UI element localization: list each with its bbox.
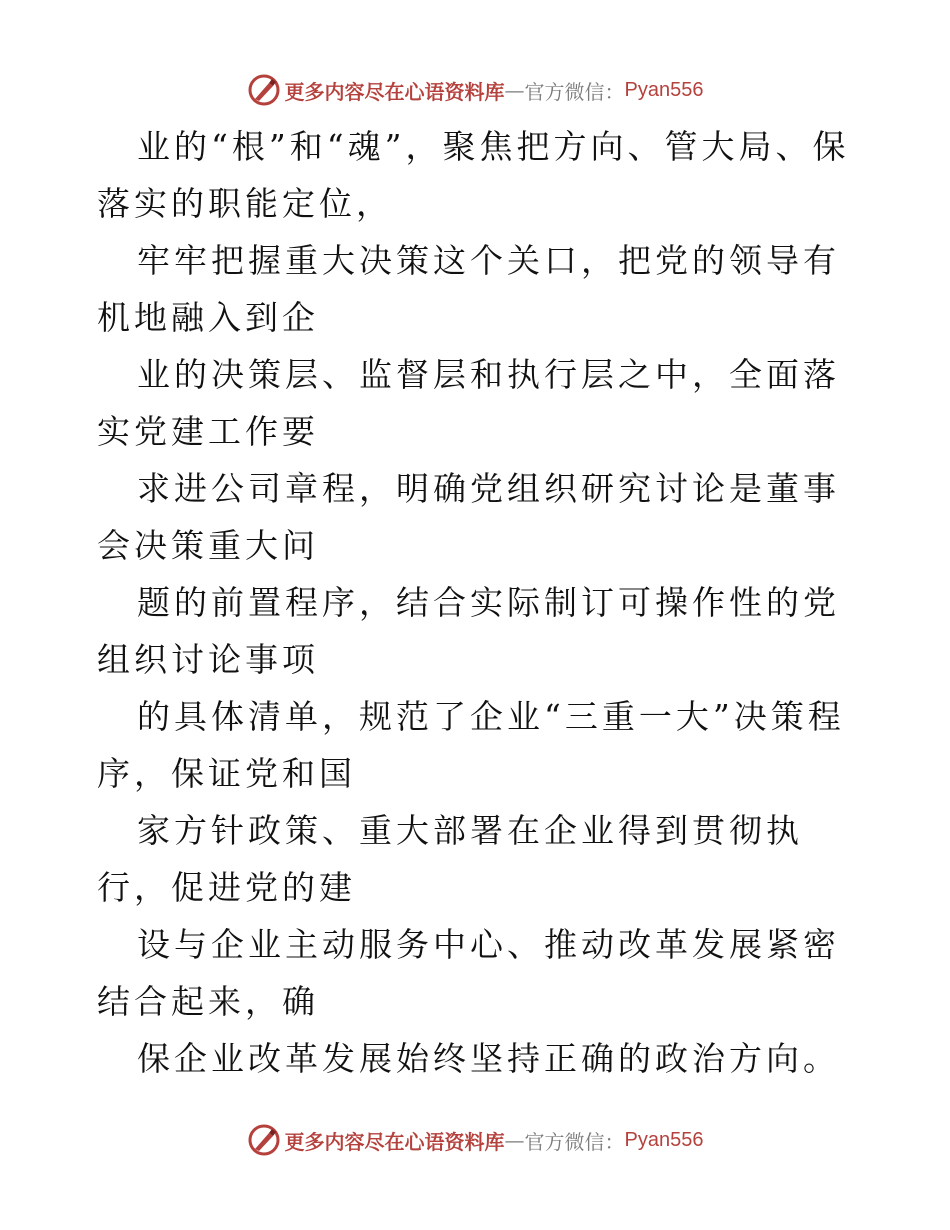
- paragraph-2: 牢牢把握重大决策这个关口，把党的领导有机地融入到企: [97, 241, 840, 337]
- header-dash: —: [504, 78, 525, 102]
- pen-seal-icon: [247, 1123, 281, 1157]
- header-wechat-label: 官方微信：: [524, 79, 625, 104]
- header-brand-text: 更多内容尽在心语资料库: [284, 79, 505, 104]
- footer-dash: —: [504, 1128, 525, 1152]
- document-body: [97, 118, 857, 1087]
- paragraph-5: 题的前置程序，结合实际制订可操作性的党组织讨论事项: [97, 583, 840, 679]
- pen-seal-icon: [247, 73, 281, 107]
- footer-banner: [0, 1120, 950, 1160]
- footer-wechat-id: Pyan556: [624, 1128, 704, 1151]
- paragraph-6: 的具体清单，规范了企业“三重一大”决策程序，保证党和国: [97, 697, 845, 793]
- paragraph-1: 业的“根”和“魂”，聚焦把方向、管大局、保落实的职能定位，: [97, 127, 850, 223]
- header-wechat-id: Pyan556: [624, 78, 704, 101]
- paragraph-7: 家方针政策、重大部署在企业得到贯彻执行，促进党的建: [97, 811, 803, 907]
- footer-wechat-label: 官方微信：: [524, 1129, 625, 1154]
- paragraph-4: 求进公司章程，明确党组织研究讨论是董事会决策重大问: [97, 469, 840, 565]
- footer-brand-text: 更多内容尽在心语资料库: [284, 1129, 505, 1154]
- paragraph-8: 设与企业主动服务中心、推动改革发展紧密结合起来，确: [97, 925, 840, 1021]
- header-banner: [0, 70, 950, 110]
- paragraph-9: 保企业改革发展始终坚持正确的政治方向。: [137, 1039, 840, 1078]
- paragraph-3: 业的决策层、监督层和执行层之中，全面落实党建工作要: [97, 355, 840, 451]
